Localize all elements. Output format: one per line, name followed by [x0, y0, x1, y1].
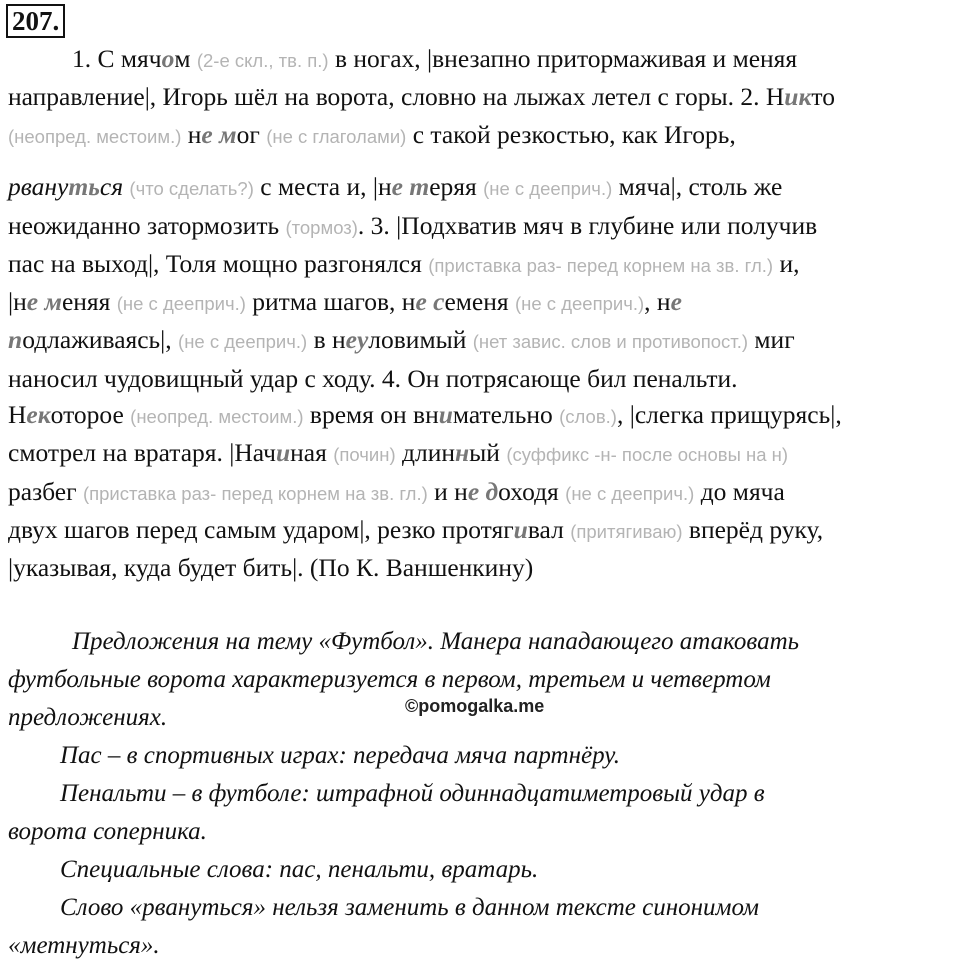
summary-line-4: Пас – в спортивных играх: передача мяча партнёру. — [60, 742, 621, 769]
grammar-note: (нет завис. слов и противопост.) — [472, 331, 749, 352]
grammar-note: (приставка раз- перед корнем на зв. гл.) — [82, 483, 428, 504]
grammar-note: (тормоз) — [285, 217, 358, 238]
grammar-note: (неопред. местоим.) — [130, 406, 304, 427]
text-line-5: неожиданно затормозить (тормоз). 3. |Подхватив мяч в глубине или получив — [8, 211, 818, 240]
grammar-note: (неопред. местоим.) — [8, 126, 182, 147]
grammar-note: (не с глаголами) — [266, 126, 407, 147]
exercise-number: 207. — [6, 4, 65, 38]
summary-line-5: Пенальти – в футболе: штрафной одиннадцатиметровый удар в — [60, 780, 765, 807]
summary-line-3: предложениях. — [8, 704, 168, 731]
text-line-8: подлаживаясь|, (не с дееприч.) в неуловимый (нет завис. слов и противопост.) миг — [8, 325, 795, 354]
grammar-note: (не с дееприч.) — [178, 331, 308, 352]
grammar-note: (притягиваю) — [570, 521, 683, 542]
grammar-note: (не с дееприч.) — [515, 293, 645, 314]
text-line-2: направление|, Игорь шёл на ворота, словно на лыжах летел с горы. 2. Никто — [8, 82, 835, 111]
summary-line-6: ворота соперника. — [8, 818, 207, 845]
summary-line-1: Предложения на тему «Футбол». Манера нападающего атаковать — [72, 628, 800, 655]
grammar-note: (не с дееприч.) — [116, 293, 246, 314]
summary-line-7: Специальные слова: пас, пенальти, вратарь. — [60, 856, 539, 883]
text-line-9: наносил чудовищный удар с ходу. 4. Он потрясающе бил пенальти. — [8, 364, 738, 393]
text-line-3: (неопред. местоим.) не мог (не с глаголами) с такой резкостью, как Игорь, — [8, 120, 736, 149]
text-line-7: |не меняя (не с дееприч.) ритма шагов, не семеня (не с дееприч.), не — [8, 287, 682, 316]
grammar-note: (приставка раз- перед корнем на зв. гл.) — [428, 255, 774, 276]
grammar-note: (слов.) — [559, 406, 617, 427]
text-line-1: 1. С мячом (2-е скл., тв. п.) в ногах, |внезапно притормаживая и меняя — [72, 44, 798, 73]
text-line-4: рвануться (что сделать?) с места и, |не теряя (не с дееприч.) мяча|, столь же — [8, 172, 783, 201]
text-line-11: смотрел на вратаря. |Начиная (почин) длинный (суффикс -н- после основы на н) — [8, 438, 789, 467]
summary-line-8: Слово «рвануться» нельзя заменить в данном тексте синонимом — [60, 894, 759, 921]
grammar-note: (не с дееприч.) — [483, 178, 613, 199]
grammar-note: (2-е скл., тв. п.) — [196, 50, 329, 71]
grammar-note: (что сделать?) — [129, 178, 254, 199]
text-line-13: двух шагов перед самым ударом|, резко протягивал (притягиваю) вперёд руку, — [8, 515, 824, 544]
grammar-note: (почин) — [333, 444, 396, 465]
summary-line-9: «метнуться». — [8, 932, 160, 959]
text-line-10: Некоторое (неопред. местоим.) время он внимательно (слов.), |слегка прищурясь|, — [8, 400, 842, 429]
text-line-6: пас на выход|, Толя мощно разгонялся (приставка раз- перед корнем на зв. гл.) и, — [8, 249, 800, 278]
summary-line-2: футбольные ворота характеризуется в первом, третьем и четвертом — [8, 666, 771, 693]
grammar-note: (суффикс -н- после основы на н) — [506, 444, 789, 465]
text-line-14: |указывая, куда будет бить|. (По К. Ваншенкину) — [8, 553, 534, 582]
text-line-12: разбег (приставка раз- перед корнем на зв. гл.) и не доходя (не с дееприч.) до мяча — [8, 477, 785, 506]
watermark: ©pomogalka.me — [405, 696, 545, 716]
grammar-note: (не с дееприч.) — [565, 483, 695, 504]
